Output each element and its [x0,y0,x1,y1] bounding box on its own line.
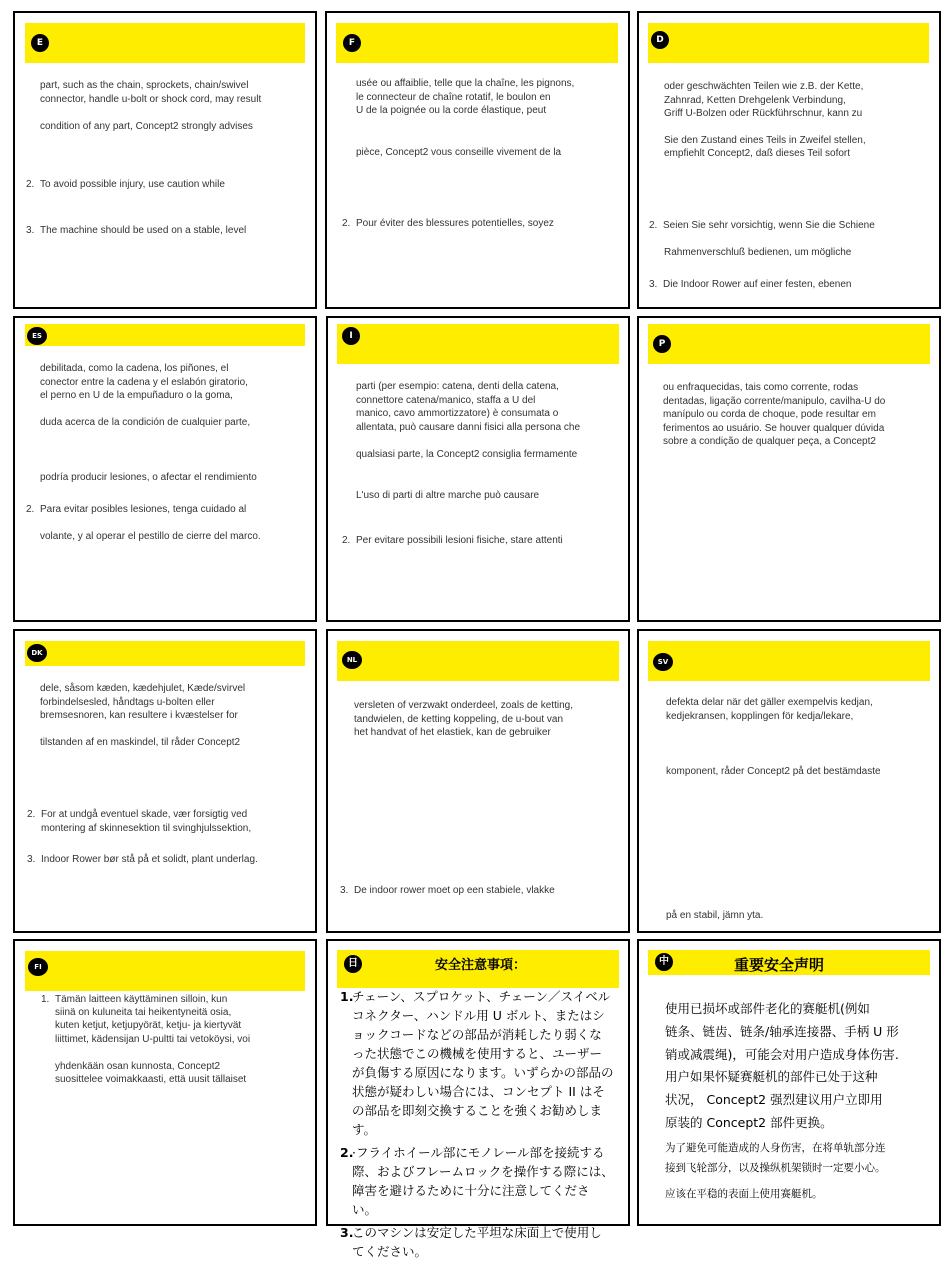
text-line: på en stabil, jämn yta. [666,910,764,921]
item-text: Tämän laitteen käyttäminen silloin, kun [55,994,228,1005]
header-bar [648,23,929,63]
text-line: kedjekransen, kopplingen för kedja/lekare, [666,711,854,722]
text-line: defekta delar när det gäller exempelvis kedjan, [666,697,873,708]
list-item-3 [649,278,851,292]
language-badge: 中 [655,953,673,971]
section-title: 重要安全声明 [734,956,825,974]
language-badge: E [31,34,49,52]
text-line: le connecteur de chaîne rotatif, le boulon en [356,92,551,103]
text-line: duda acerca de la condición de cualquier parte, [40,417,251,428]
item-number: 3. [340,1225,354,1240]
item-number: 2. [649,220,658,231]
panel-portuguese [637,316,941,622]
text-line: bremsesnoren, kan resultere i kvæstelser for [40,710,238,721]
section-title: 安全注意事項： [435,958,527,973]
item-text: The machine should be used on a stable, level [40,225,247,236]
text-line: dele, såsom kæden, kædehjulet, Kæde/svirvel [40,683,246,694]
text-line: pièce, Concept2 vous conseille vivement de la [356,147,562,158]
header-bar [337,641,619,681]
item-text: To avoid possible injury, use caution while [40,179,225,190]
panel-italian [326,316,630,622]
text-line: manico, cavo ammortizzatore) è consumata o [356,408,559,419]
list-item-2 [649,219,875,233]
text-line: Zahnrad, Ketten Drehgelenk Verbindung, [664,95,846,106]
language-badge: D [651,31,669,49]
header-bar [336,23,618,63]
panel-japanese [326,939,630,1259]
text-line: connettore catena/manico, staffa a U del [356,395,536,406]
item-number: 1. [41,994,50,1005]
header-bar [648,641,930,681]
text-line: 使用已损坏或部件老化的赛艇机(例如 [665,1001,870,1016]
text-line: ou enfraquecidas, tais como corrente, rodas [663,382,859,393]
text-line: U de la poignée ou la corde élastique, peut [356,105,547,116]
panel-german [637,11,941,309]
item-number: 2. [340,1145,354,1160]
list-item-3 [340,884,555,898]
text-line: ferimentos ao usuário. Se houver qualquer dúvida [663,423,885,434]
list-item-3 [27,853,258,867]
panel-dutch [326,629,630,933]
item-number: 2. [26,179,35,190]
item-number: 2. [27,809,36,820]
item-number: 3. [340,885,349,896]
text-line: dentadas, ligação corrente/manipulo, cavilha-U do [663,396,886,407]
item-text: Indoor Rower bør stå på et solidt, plant underlag. [41,854,258,865]
text-line: komponent, råder Concept2 på det bestämdaste [666,766,881,777]
item-number: 2. [26,504,35,515]
item-text: Die Indoor Rower auf einer festen, ebenen [663,279,852,290]
language-badge: DK [27,644,47,662]
text-line: 原装的 Concept2 部件更换。 [665,1115,833,1130]
text-line: parti (per esempio: catena, denti della catena, [356,381,559,392]
list-item-2 [27,808,247,822]
item-number: 3. [27,854,36,865]
language-badge: P [653,335,671,353]
item-text: Per evitare possibili lesioni fisiche, stare attenti [356,535,563,546]
text-line: siinä on kuluneita tai heikentyneitä osia, [55,1007,232,1018]
text-line: 接到飞轮部分，以及操纵机架锁时一定要小心。 [665,1162,886,1174]
text-line: part, such as the chain, sprockets, chain/swivel [40,80,249,91]
text-line: montering af skinnesektion til svinghjulssektion, [41,823,252,834]
list-item-3 [340,1223,614,1261]
text-line: allentata, può causare danni fisici alla persona che [356,422,581,433]
text-line: Griff U-Bolzen oder Rückführschnur, kann zu [664,108,863,119]
text-line: conector entre la cadena y el eslabón giratorio, [40,377,248,388]
list-item-2 [342,534,563,548]
text-line: L'uso di parti di altre marche può causare [356,490,540,501]
panel-danish [13,629,317,933]
panel-french [325,11,630,309]
text-line: 链条、链齿、链条/轴承连接器、手柄 U 形 [665,1024,899,1039]
list-item-2 [26,178,225,192]
panel-swedish [637,629,941,933]
list-item-1 [340,987,614,1139]
text-line: tandwielen, de ketting koppeling, de u-bout van [354,714,564,725]
item-text: De indoor rower moet op een stabiele, vlakke [354,885,555,896]
panel-chinese [637,939,941,1226]
item-number: 1. [340,989,354,1004]
item-number: 2. [342,535,351,546]
item-text: For at undgå eventuel skade, vær forsigtig ved [41,809,248,820]
text-line: kuten ketjut, ketjupyörät, ketju- ja kiertyvät [55,1020,242,1031]
item-number: 2. [342,218,351,229]
item-number: 3. [649,279,658,290]
text-line: 状况， Concept2 强烈建议用户立即用 [665,1092,883,1107]
item-text: ·フライホイール部にモノレール部を接続する際、およびフレームロックを操作する際には、障害を避けるために十分に注意してください。 [352,1145,614,1217]
language-badge: F [343,34,361,52]
text-line: sobre a condição de qualquer peça, a Concept2 [663,436,876,447]
text-line: 销或减震绳)，可能会对用户造成身体伤害. [665,1047,899,1062]
language-badge: FI [28,958,48,976]
text-line: het handvat of het elastiek, kan de gebruiker [354,727,551,738]
panel-finnish [13,939,317,1226]
list-item-2 [340,1143,614,1219]
header-bar [25,23,305,63]
text-line: qualsiasi parte, la Concept2 consiglia fermamente [356,449,578,460]
text-line: tilstanden af en maskindel, til råder Concept2 [40,737,241,748]
text-line: debilitada, como la cadena, los piñones, el [40,363,229,374]
text-line: suosittelee voimakkaasti, että uusit tällaiset [55,1074,247,1085]
text-line: el perno en U de la empuñaduro o la goma, [40,390,233,401]
text-line: Sie den Zustand eines Teils in Zweifel stellen, [664,135,866,146]
language-badge: NL [342,651,362,669]
header-bar [25,324,305,346]
text-line: forbindelsesled, håndtags u-bolten eller [40,697,215,708]
language-badge: ES [27,327,47,345]
text-line: yhdenkään osan kunnosta, Concept2 [55,1061,221,1072]
text-line: liittimet, kädensijan U-pultti tai vetoköysi, voi [55,1034,251,1045]
language-badge: 日 [344,955,362,973]
item-text: Pour éviter des blessures potentielles, soyez [356,218,554,229]
item-text: このマシンは安定した平坦な床面上で使用してください。 [352,1225,602,1259]
list-item-3 [26,224,246,238]
text-line: oder geschwächten Teilen wie z.B. der Kette, [664,81,864,92]
text-line: volante, y al operar el pestillo de cierre del marco. [40,531,261,542]
list-item-2 [26,503,246,517]
text-line: versleten of verzwakt onderdeel, zoals de ketting, [354,700,574,711]
list-item-2 [342,217,554,231]
text-line: empfiehlt Concept2, daß dieses Teil sofort [664,148,851,159]
item-text: チェーン、スプロケット、チェーン／スイベルコネクター、ハンドル用 U ボルト、またはショックコードなどの部品が消耗したり弱くなった状態でこの機械を使用すると、ユーザーが負傷する原因になります。いずらかの部品の状態が疑わしい場合には、コンセプト II はその部品を即刻交換することを強くお勧めします。 [352,989,614,1137]
item-text: Seien Sie sehr vorsichtig, wenn Sie die Schiene [663,220,875,231]
header-bar [337,324,619,364]
text-line: 用户如果怀疑赛艇机的部件已处于这种 [665,1069,878,1084]
panel-spanish [13,316,317,622]
text-line: condition of any part, Concept2 strongly advises [40,121,253,132]
list-item-1 [41,993,227,1007]
item-text: Para evitar posibles lesiones, tenga cuidado al [40,504,247,515]
text-line: Rahmenverschluß bedienen, um mögliche [664,247,852,258]
text-line: connector, handle u-bolt or shock cord, may result [40,94,262,105]
text-line: manípulo ou corda de choque, pode resultar em [663,409,876,420]
item-number: 3. [26,225,35,236]
header-bar [648,324,930,364]
text-line: 应该在平稳的表面上使用赛艇机。 [665,1188,823,1200]
header-bar [25,641,305,666]
panel-english [13,11,317,309]
text-line: 为了避免可能造成的人身伤害，在将单轨部分连 [665,1142,886,1154]
language-badge: SV [653,653,673,671]
header-bar [25,951,305,991]
text-line: usée ou affaiblie, telle que la chaîne, les pignons, [356,78,575,89]
text-line: podría producir lesiones, o afectar el rendimiento [40,472,257,483]
language-badge: I [342,327,360,345]
japanese-list [340,987,614,1261]
